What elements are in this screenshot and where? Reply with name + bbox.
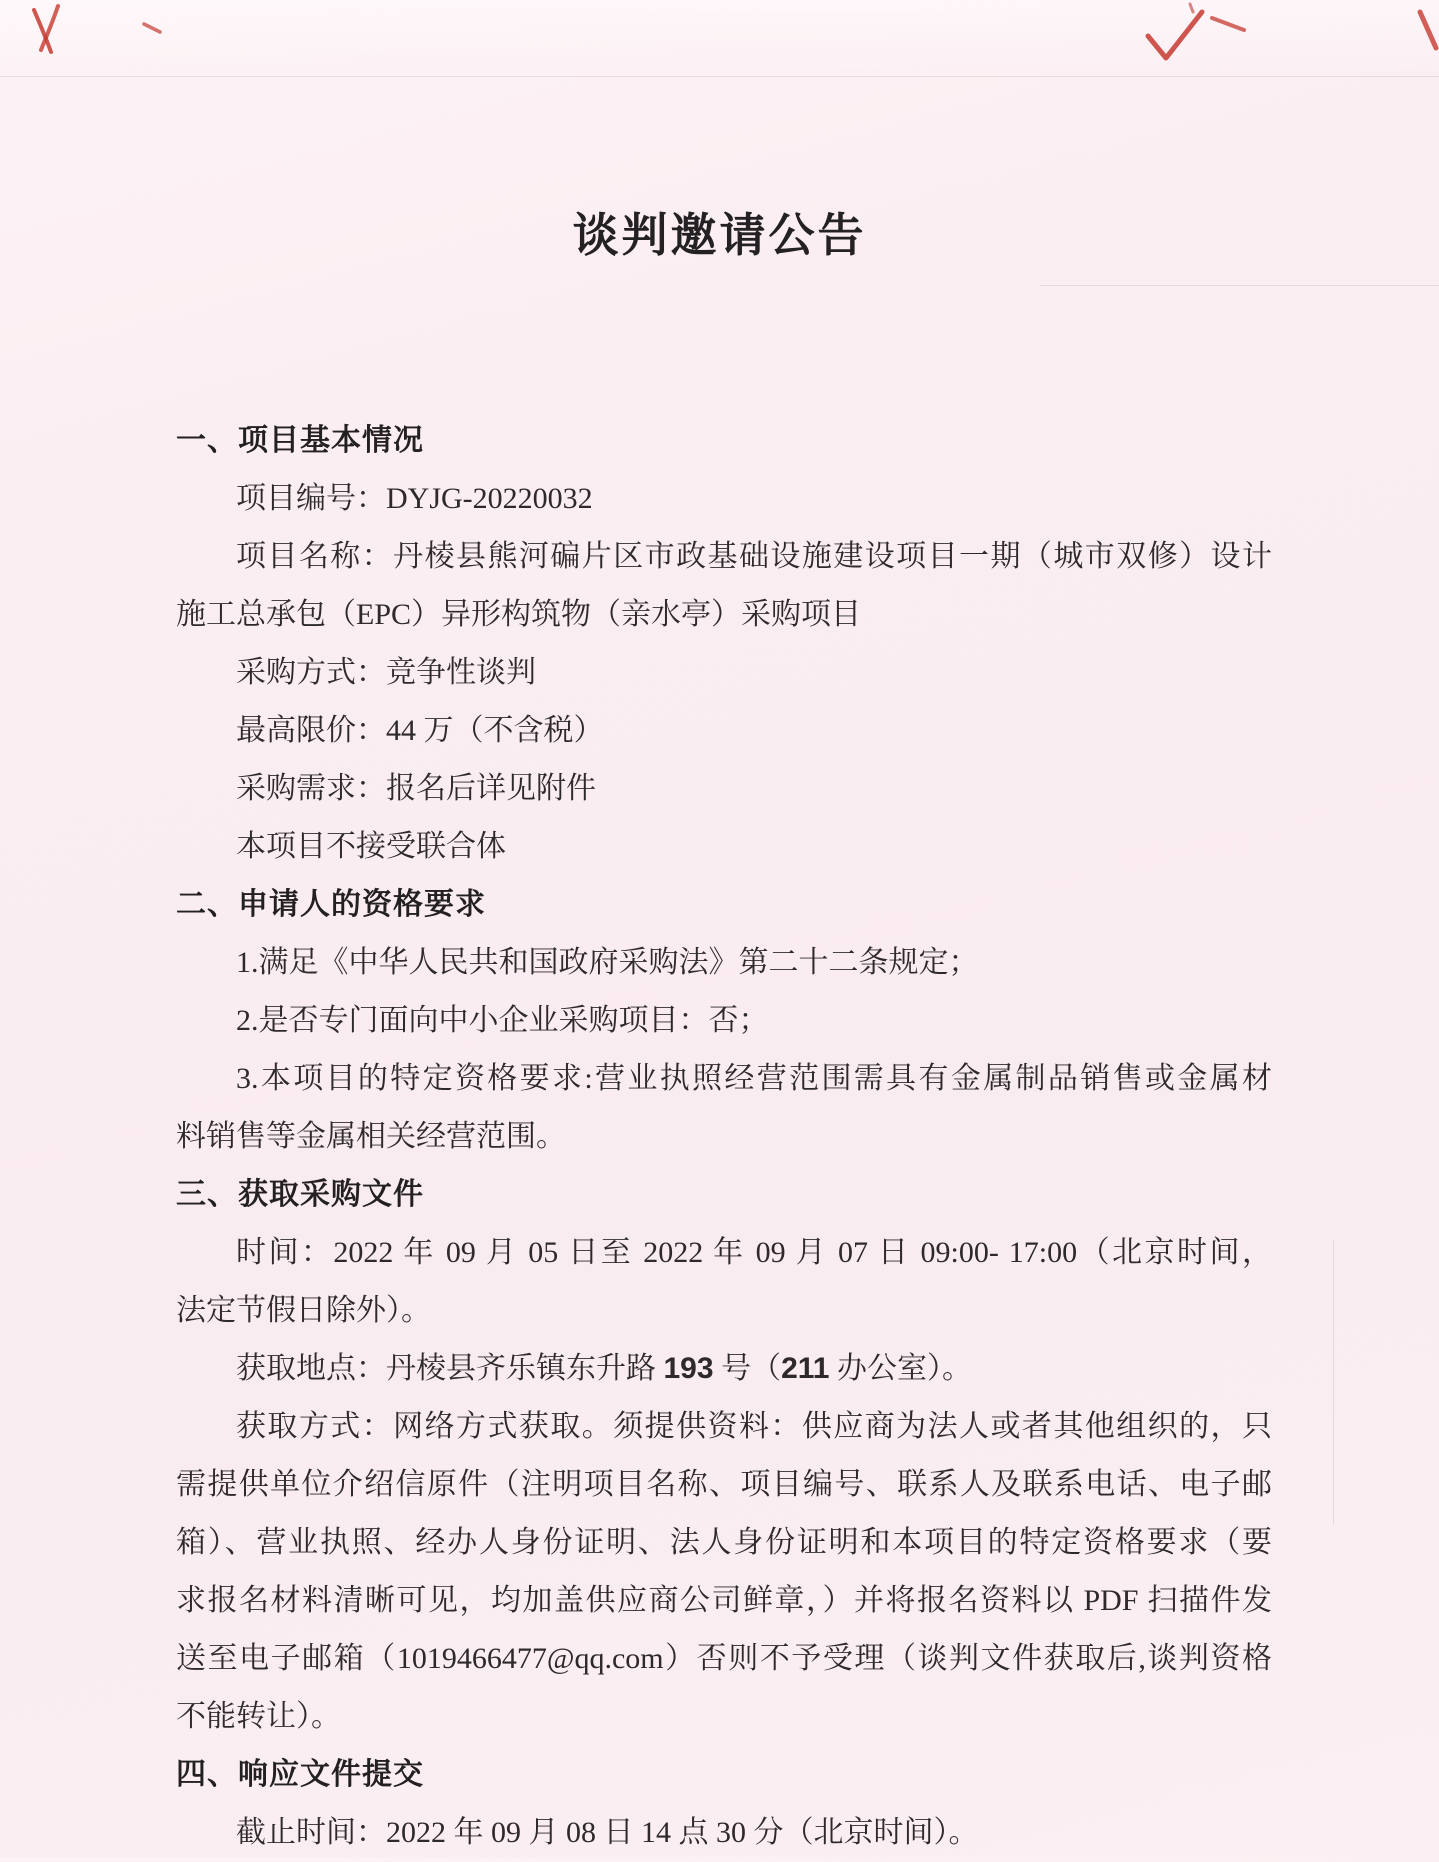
scan-artifact-vertical-line [1333, 1240, 1334, 1525]
line-qualification-3a: 3.本项目的特定资格要求:营业执照经营范围需具有金属制品销售或金属材 [236, 1062, 1272, 1095]
heading-obtain-documents: 三、获取采购文件 [176, 1178, 424, 1211]
document-body [176, 412, 1272, 1862]
line-obtain-method-1: 获取方式：网络方式获取。须提供资料：供应商为法人或者其他组织的，只 [236, 1410, 1272, 1443]
line-obtain-time-1: 时间：2022 年 09 月 05 日至 2022 年 09 月 07 日 09:00- 17:00（北京时间， [236, 1236, 1272, 1269]
scan-artifact-top-edge-line [0, 76, 1439, 77]
line-deadline: 截止时间：2022 年 09 月 08 日 14 点 30 分（北京时间）。 [236, 1816, 979, 1849]
line-obtain-method-5: 送至电子邮箱（1019466477@qq.com）否则不予受理（谈判文件获取后,谈判资格 [176, 1642, 1272, 1675]
line-obtain-location [176, 1340, 1272, 1398]
obtain-location-text: 获取地点：丹棱县齐乐镇东升路 [236, 1352, 664, 1385]
line-procurement-method: 采购方式：竞争性谈判 [236, 656, 536, 689]
line-max-price: 最高限价：44 万（不含税） [236, 714, 604, 747]
heading-applicant-qualifications: 二、申请人的资格要求 [176, 888, 486, 921]
line-project-number: 项目编号：DYJG-20220032 [236, 482, 593, 515]
heading-response-submission: 四、响应文件提交 [176, 1758, 424, 1791]
line-qualification-1: 1.满足《中华人民共和国政府采购法》第二十二条规定； [236, 946, 979, 979]
scan-top-light-band [0, 0, 1439, 76]
obtain-location-text: 号（ [713, 1352, 782, 1385]
line-project-name-1: 项目名称：丹棱县熊河碥片区市政基础设施建设项目一期（城市双修）设计 [236, 540, 1272, 573]
line-obtain-time-2: 法定节假日除外）。 [176, 1294, 431, 1327]
heading-project-basic-info: 一、项目基本情况 [176, 424, 424, 457]
line-obtain-method-3: 箱）、营业执照、经办人身份证明、法人身份证明和本项目的特定资格要求（要 [176, 1526, 1272, 1559]
line-procurement-demand: 采购需求：报名后详见附件 [236, 772, 596, 805]
line-obtain-method-4: 求报名材料清晰可见，均加盖供应商公司鲜章，）并将报名资料以 PDF 扫描件发 [176, 1584, 1272, 1617]
obtain-location-text: 办公室）。 [829, 1352, 972, 1385]
document-title: 谈判邀请公告 [572, 210, 867, 261]
line-obtain-method-6: 不能转让）。 [176, 1700, 341, 1733]
line-no-consortium: 本项目不接受联合体 [236, 830, 506, 863]
scan-artifact-horizontal-line [1040, 285, 1439, 286]
street-number: 193 [663, 1352, 714, 1385]
line-obtain-method-2: 需提供单位介绍信原件（注明项目名称、项目编号、联系人及联系电话、电子邮 [176, 1468, 1272, 1501]
line-qualification-3b: 料销售等金属相关经营范围。 [176, 1120, 566, 1153]
line-project-name-2: 施工总承包（EPC）异形构筑物（亲水亭）采购项目 [176, 598, 862, 631]
office-number: 211 [781, 1352, 830, 1385]
line-qualification-2: 2.是否专门面向中小企业采购项目：否； [236, 1004, 769, 1037]
